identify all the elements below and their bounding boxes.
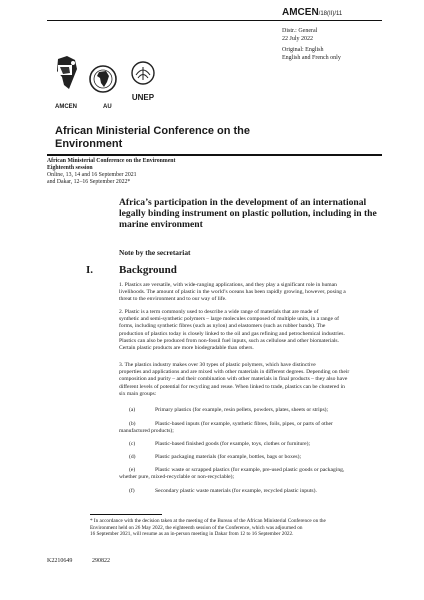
paragraph-2 [119, 309, 387, 352]
note-heading: Note by the secretariat [119, 248, 191, 257]
p1-line: threat to the environment and to our way of life. [119, 296, 227, 303]
p2-line: Plastics can also be produced from non-fossil fuel inputs, such as cellulose and other biomaterials. [119, 337, 339, 344]
footnote-line: * In accordance with the decision taken at the meeting of the Bureau of the African Ministerial Conference on the [90, 518, 326, 524]
unep-label: UNEP [131, 93, 155, 102]
list-item-a [119, 407, 387, 414]
languages-line: English and French only [282, 54, 341, 61]
session-number: Eighteenth session [47, 165, 93, 171]
list-text: Plastic-based finished goods (for example, toys, clothes or furniture); [155, 441, 311, 447]
document-symbol-suffix: /18(II)/11 [318, 11, 343, 17]
distribution-block [282, 28, 341, 62]
list-text: Plastic-based inputs (for example, synthetic fibres, foils, pipes, or parts of other [155, 421, 333, 427]
amcen-label: AMCEN [55, 104, 77, 110]
au-label: AU [103, 104, 112, 110]
p3-line: different levels of potential for recycling and reuse. When linked to trade, plastics can be clustered in [119, 383, 345, 390]
org-title-line2: Environment [55, 138, 123, 150]
amcen-logo [55, 55, 79, 93]
p1-line: 1. Plastics are versatile, with wide-ranging applications, and they play a significant role in human [119, 282, 337, 288]
session-block [47, 158, 175, 186]
list-item-d [119, 454, 387, 461]
section-number: I. [86, 264, 94, 276]
document-title [119, 197, 377, 231]
p2-line: 2. Plastic is a term commonly used to describe a wide range of materials that are made of [119, 309, 319, 315]
list-label: (b) [129, 421, 136, 427]
list-label: (a) [129, 407, 136, 413]
session-dates-2: and Dakar, 12–16 September 2022* [47, 179, 131, 185]
list-text-cont: manufactured products); [119, 428, 174, 435]
date-code: 290822 [92, 558, 110, 564]
document-symbol [282, 7, 342, 18]
p3-line: properties and applications and are mixed with other materials in different degrees. Depending on their [119, 369, 350, 376]
p2-line: synthetic and semi-synthetic polymers – large molecules composed of multiple units, in a range of [119, 316, 340, 323]
list-text: Primary plastics (for example, resin pellets, powders, plates, sheets or strips); [155, 407, 329, 413]
doc-title-line1: Africa’s participation in the development of an international [119, 197, 367, 208]
doc-title-line3: marine environment [119, 219, 203, 231]
list-label: (c) [129, 441, 136, 447]
au-logo [88, 64, 118, 94]
job-number: K2210649 [47, 558, 73, 564]
p1-line: livelihoods. The amount of plastic in the world’s oceans has been rapidly growing, however, posing a [119, 289, 346, 296]
list-text-cont: whether pure, mixed-recyclable or non-recyclable); [119, 474, 235, 481]
p3-line: six main groups: [119, 390, 157, 397]
organization-title [55, 125, 250, 151]
session-dates-1: Online, 13, 14 and 16 September 2021 [47, 172, 137, 178]
original-line: Original: English [282, 47, 324, 54]
list-label: (f) [129, 488, 135, 494]
list-text: Secondary plastic waste materials (for example, recycled plastic inputs). [155, 488, 317, 494]
unep-logo [128, 61, 158, 101]
list-item-c [119, 441, 387, 448]
p3-line: 3. The plastics industry makes over 30 types of plastic polymers, which have distinctive [119, 362, 316, 368]
document-symbol-main: AMCEN [282, 7, 319, 18]
p2-line: forms, including synthetic fibres (such as nylon) and elastomers (such as rubber bands). The [119, 323, 326, 330]
list-item-f [119, 488, 387, 495]
list-item-e [119, 467, 387, 481]
list-item-b [119, 421, 387, 435]
date-line: 22 July 2022 [282, 35, 314, 42]
footnote-rule [90, 514, 162, 515]
list-text: Plastic packaging materials (for example, bottles, bags or boxes); [155, 454, 302, 460]
footnote-line: 16 September 2021, will resume as an in-person meeting in Dakar from 12 to 16 September 2022. [90, 531, 294, 538]
session-title: African Ministerial Conference on the Environment [47, 158, 176, 164]
footnote-line: Environment held on 26 May 2022, the eighteenth session of the Conference, which was adjourned on [90, 524, 303, 531]
paragraph-1 [119, 282, 387, 304]
p2-line: Certain plastic products are more biodegradable than others. [119, 345, 254, 352]
doc-title-line2: legally binding instrument on plastic pollution, including in the [119, 208, 377, 220]
p3-line: composition and purity – and their combination with other materials in final products – they also have [119, 376, 348, 383]
distr-line: Distr.: General [282, 28, 318, 34]
list-label: (e) [129, 467, 136, 473]
org-title-line1: African Ministerial Conference on the [55, 125, 250, 137]
p2-line: production of plastics today is closely linked to the oil and gas refining and petrochemical industries. [119, 330, 345, 337]
org-rule [47, 154, 382, 156]
section-title: Background [119, 264, 177, 276]
paragraph-3 [119, 362, 387, 398]
list-label: (d) [129, 454, 136, 460]
footnote [90, 518, 390, 538]
top-rule [47, 20, 382, 21]
list-text: Plastic waste or scrapped plastics (for example, pre-used plastic goods or packaging, [155, 467, 345, 473]
